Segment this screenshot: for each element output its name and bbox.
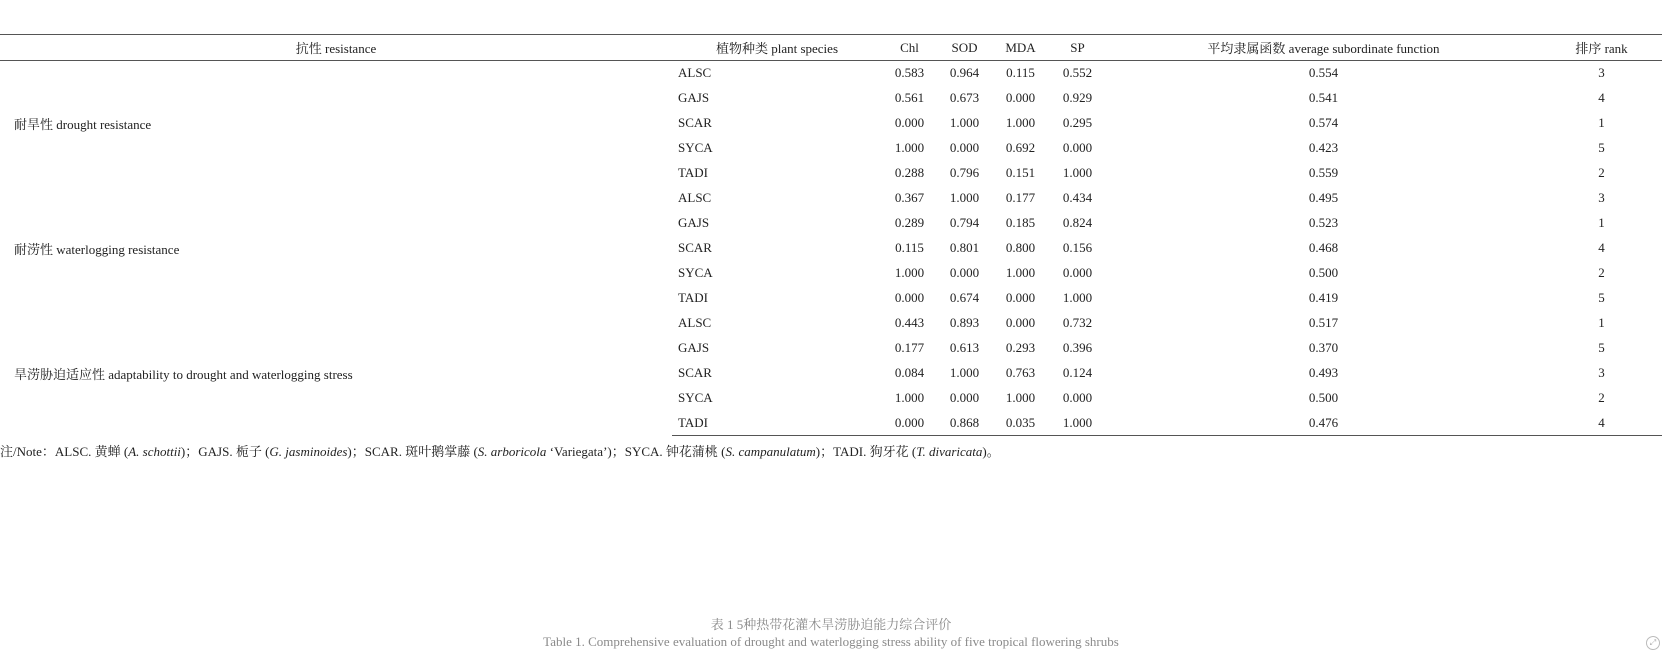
- sod-cell: 0.000: [949, 390, 980, 405]
- chl-cell: 0.000: [894, 290, 925, 305]
- chl-cell: 0.289: [894, 215, 925, 230]
- sod-cell: 1.000: [949, 190, 980, 205]
- table-row: [0, 61, 1662, 86]
- rank-cell: 1: [1598, 215, 1605, 230]
- sod-cell: 0.868: [937, 411, 992, 436]
- header-chl: Chl: [882, 35, 937, 61]
- rank-cell: 4: [1598, 240, 1605, 255]
- resistance-group-label: 旱涝胁迫适应性 adaptability to drought and waterlogging stress: [14, 366, 353, 382]
- rank-cell: 3: [1598, 190, 1605, 205]
- note-sep-2: )；SCAR. 斑叶鹅掌藤 (: [347, 444, 478, 459]
- species-cell: SCAR: [678, 240, 712, 255]
- sp-cell: 0.732: [1062, 315, 1093, 330]
- sp-cell: 0.434: [1062, 190, 1093, 205]
- rank-cell: 4: [1598, 90, 1605, 105]
- sod-cell: 0.964: [949, 65, 980, 81]
- sp-cell: 0.000: [1062, 390, 1093, 405]
- chl-cell: 1.000: [894, 265, 925, 280]
- mda-cell: 1.000: [1005, 115, 1036, 130]
- mda-cell: 0.763: [1005, 365, 1036, 380]
- sp-cell: 0.552: [1062, 65, 1093, 81]
- sp-cell: 0.000: [1062, 265, 1093, 280]
- avg-cell: 0.423: [1308, 140, 1339, 155]
- rank-cell: 5: [1598, 290, 1605, 305]
- sod-cell: 1.000: [949, 365, 980, 380]
- avg-cell: 0.495: [1308, 190, 1339, 205]
- species-cell: GAJS: [678, 90, 710, 105]
- avg-cell: 0.419: [1308, 290, 1339, 305]
- chl-cell: 0.000: [894, 115, 925, 130]
- rank-cell: 4: [1541, 411, 1662, 436]
- mda-cell: 0.151: [1005, 165, 1036, 180]
- species-cell: ALSC: [678, 315, 712, 330]
- note-gajs-latin: G. jasminoides: [269, 444, 348, 459]
- avg-cell: 0.541: [1308, 90, 1339, 105]
- species-cell: TADI: [678, 290, 709, 305]
- mda-cell: 0.293: [1005, 340, 1036, 355]
- sod-cell: 0.000: [949, 265, 980, 280]
- species-cell: SCAR: [678, 115, 712, 130]
- note-alsc-latin: A. schottii: [128, 444, 181, 459]
- avg-cell: 0.559: [1308, 165, 1339, 180]
- sp-cell: 0.824: [1062, 215, 1093, 230]
- chl-cell: 0.367: [894, 190, 925, 205]
- species-cell: SYCA: [678, 140, 713, 155]
- note-scar-cultivar: ‘Variegata’: [546, 444, 608, 459]
- note-sep-1: )；GAJS. 栀子 (: [180, 444, 270, 459]
- species-cell: ALSC: [678, 190, 712, 205]
- species-cell: TADI: [672, 411, 882, 436]
- header-sod: SOD: [937, 35, 992, 61]
- sp-cell: 1.000: [1049, 411, 1106, 436]
- chl-cell: 0.115: [895, 240, 924, 255]
- rank-cell: 3: [1598, 65, 1605, 81]
- header-mda: MDA: [992, 35, 1049, 61]
- mda-cell: 0.800: [1005, 240, 1036, 255]
- avg-cell: 0.523: [1308, 215, 1339, 230]
- note-sep-4: )；TADI. 狗牙花 (: [815, 444, 917, 459]
- sp-cell: 0.396: [1062, 340, 1093, 355]
- header-sp: SP: [1049, 35, 1106, 61]
- avg-cell: 0.517: [1308, 315, 1339, 330]
- avg-cell: 0.370: [1308, 340, 1339, 355]
- note-syca-latin: S. campanulatum: [725, 444, 816, 459]
- sp-cell: 1.000: [1062, 290, 1093, 305]
- header-species: 植物种类 plant species: [672, 35, 882, 61]
- note-scar-latin: S. arboricola: [477, 444, 547, 459]
- rank-cell: 2: [1598, 265, 1605, 280]
- zoom-icon[interactable]: ⤢: [1646, 636, 1660, 650]
- avg-cell: 0.468: [1308, 240, 1339, 255]
- species-cell: SYCA: [678, 265, 713, 280]
- chl-cell: 0.561: [894, 90, 925, 105]
- evaluation-table: [0, 34, 1662, 436]
- table-row: [0, 311, 1662, 336]
- chl-cell: 0.084: [894, 365, 925, 380]
- chl-cell: 0.583: [894, 65, 925, 81]
- chl-cell: 0.177: [894, 340, 925, 355]
- table-note: [0, 441, 1000, 460]
- species-cell: TADI: [678, 165, 709, 180]
- evaluation-table-container: [0, 34, 1662, 436]
- sp-cell: 0.295: [1062, 115, 1093, 130]
- chl-cell: 0.000: [882, 411, 937, 436]
- table-header-row: [0, 35, 1662, 61]
- mda-cell: 0.000: [1005, 290, 1036, 305]
- avg-cell: 0.500: [1308, 265, 1339, 280]
- note-sep-3: )；SYCA. 钟花蒲桃 (: [607, 444, 726, 459]
- sod-cell: 0.674: [949, 290, 980, 305]
- note-suffix: )。: [982, 444, 1000, 459]
- rank-cell: 2: [1598, 390, 1605, 405]
- sod-cell: 0.796: [949, 165, 980, 180]
- table-caption-chinese: 表 1 5种热带花灌木旱涝胁迫能力综合评价: [710, 617, 952, 632]
- chl-cell: 1.000: [894, 390, 925, 405]
- species-cell: SCAR: [678, 365, 712, 380]
- table-row: [0, 186, 1662, 211]
- mda-cell: 0.185: [1005, 215, 1036, 230]
- species-cell: GAJS: [678, 340, 710, 355]
- chl-cell: 0.288: [894, 165, 925, 180]
- rank-cell: 2: [1598, 165, 1605, 180]
- sod-cell: 0.794: [949, 215, 980, 230]
- sp-cell: 0.929: [1062, 90, 1093, 105]
- header-resistance: 抗性 resistance: [0, 35, 672, 61]
- mda-cell: 0.035: [992, 411, 1049, 436]
- rank-cell: 5: [1598, 140, 1605, 155]
- resistance-group-label: 耐涝性 waterlogging resistance: [14, 241, 180, 257]
- avg-cell: 0.500: [1308, 390, 1339, 405]
- sod-cell: 0.673: [949, 90, 980, 105]
- mda-cell: 0.000: [1005, 90, 1036, 105]
- header-average-subordinate-function: 平均隶属函数 average subordinate function: [1106, 35, 1541, 61]
- chl-cell: 1.000: [894, 140, 925, 155]
- mda-cell: 0.115: [1006, 65, 1035, 81]
- note-prefix: 注/Note：ALSC. 黄蝉 (: [0, 444, 129, 459]
- rank-cell: 1: [1598, 115, 1605, 130]
- sod-cell: 0.893: [949, 315, 980, 330]
- species-cell: SYCA: [678, 390, 713, 405]
- sp-cell: 0.156: [1062, 240, 1093, 255]
- mda-cell: 0.000: [1005, 315, 1036, 330]
- sp-cell: 1.000: [1062, 165, 1093, 180]
- sp-cell: 0.000: [1062, 140, 1093, 155]
- species-cell: ALSC: [678, 65, 712, 81]
- sod-cell: 0.613: [949, 340, 980, 355]
- chl-cell: 0.443: [894, 315, 925, 330]
- header-rank: 排序 rank: [1541, 35, 1662, 61]
- avg-cell: 0.493: [1308, 365, 1339, 380]
- avg-cell: 0.554: [1308, 65, 1339, 81]
- avg-cell: 0.574: [1308, 115, 1339, 130]
- sod-cell: 0.801: [949, 240, 980, 255]
- rank-cell: 3: [1598, 365, 1605, 380]
- mda-cell: 0.692: [1005, 140, 1036, 155]
- sod-cell: 0.000: [949, 140, 980, 155]
- mda-cell: 0.177: [1005, 190, 1036, 205]
- sp-cell: 0.124: [1062, 365, 1093, 380]
- note-tadi-latin: T. divaricata: [916, 444, 983, 459]
- table-caption-english: Table 1. Comprehensive evaluation of drought and waterlogging stress ability of five tropical flowering shrubs: [543, 634, 1119, 649]
- rank-cell: 5: [1598, 340, 1605, 355]
- sod-cell: 1.000: [949, 115, 980, 130]
- table-body: [0, 61, 1662, 436]
- species-cell: GAJS: [678, 215, 710, 230]
- resistance-group-label: 耐旱性 drought resistance: [14, 116, 152, 132]
- rank-cell: 1: [1598, 315, 1605, 330]
- mda-cell: 1.000: [1005, 265, 1036, 280]
- mda-cell: 1.000: [1005, 390, 1036, 405]
- avg-cell: 0.476: [1106, 411, 1541, 436]
